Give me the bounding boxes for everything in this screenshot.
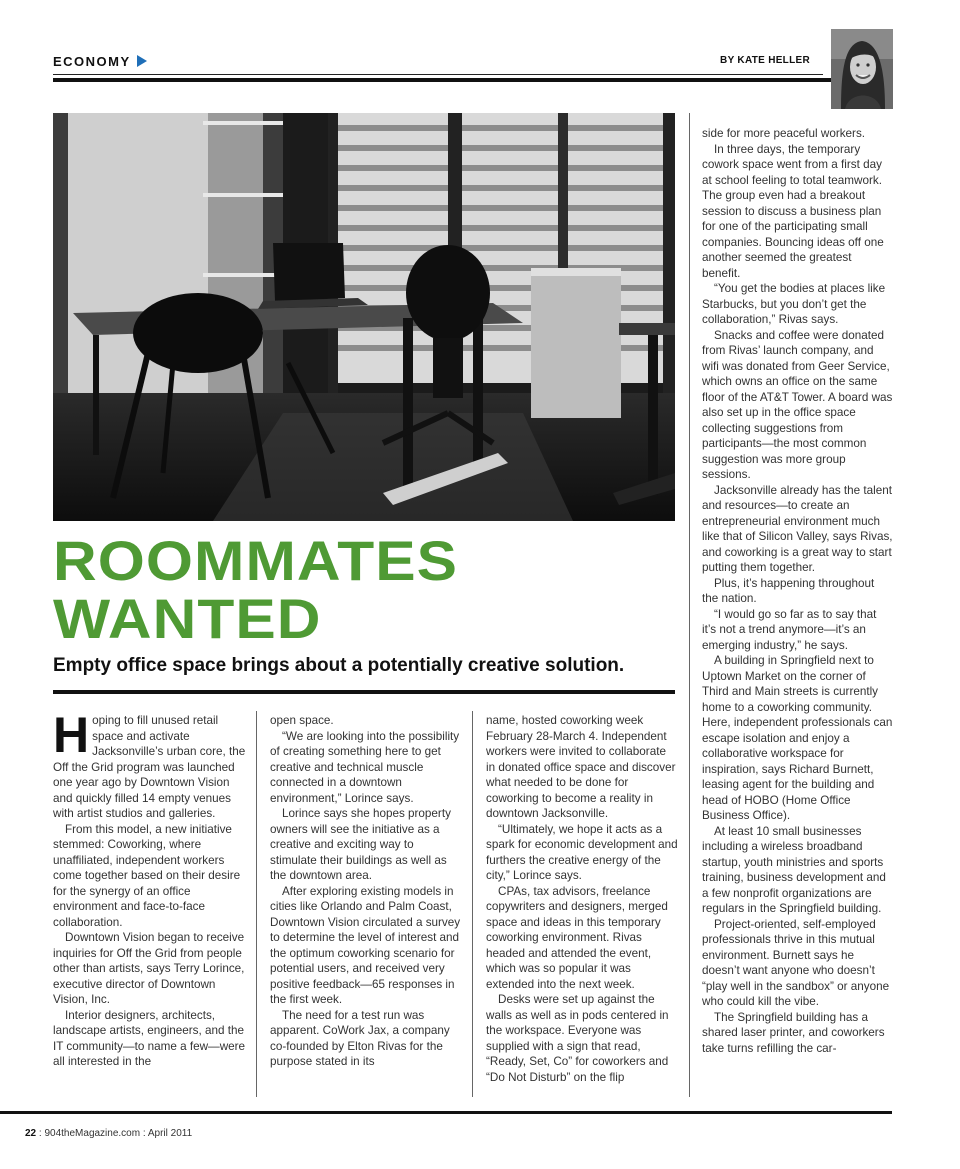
column-divider: [689, 113, 690, 1097]
paragraph: “I would go so far as to say that it’s not a trend anymore—it’s an emerging industry,” he says.: [702, 607, 877, 652]
publication-info: : 904theMagazine.com : April 2011: [36, 1128, 193, 1139]
paragraph: Plus, it’s happening throughout the nation.: [702, 576, 875, 605]
author-photo: [831, 29, 893, 109]
paragraph: Lorince says she hopes property owners will see the initiative as a creative and exciting way to stimulate their buildings as well as the downtown area.: [270, 807, 451, 882]
headline-line-2: WANTED: [53, 587, 322, 650]
paragraph: “You get the bodies at places like Starbucks, but you don’t get the collaboration,” Rivas says.: [702, 282, 886, 326]
paragraph: After exploring existing models in cities like Orlando and Palm Coast, Downtown Vision circulated a survey to determine the level of interest and the optimum coworking scenario for potential users, and received very positive feedback—65 responses in the first week.: [270, 884, 461, 1006]
paragraph: Interior designers, architects, landscape artists, engineers, and the IT community—to name a few—were all interested in the: [53, 1008, 246, 1068]
column-divider: [472, 711, 473, 1097]
article-column-4: [702, 126, 893, 1056]
article-column-2: [270, 713, 462, 1070]
page-footer: [25, 1128, 192, 1139]
paragraph: Snacks and coffee were donated from Rivas’ launch company, and wifi was donated from Geer Service, which owns an office on the same floor of the AT&T Tower. A board was also set up in the office space collecting suggestions from participants—the most common suggestion was more group sessions.: [702, 328, 893, 481]
paragraph: The need for a test run was apparent. CoWork Jax, a company co-founded by Elton Rivas for the purpose stated in its: [270, 1008, 450, 1068]
paragraph: In three days, the temporary cowork space went from a first day at school feeling to total teamwork. The group even had a breakout session to discuss a business plan for one of the participating small companies. Bouncing ideas off one another seemed the greatest benefit.: [702, 142, 884, 280]
paragraph: From this model, a new initiative stemmed: Coworking, where unaffiliated, independent workers come together based on their desire for the synergy of an office environment and face-to-face collaboration.: [53, 822, 241, 929]
article-column-3: [486, 713, 678, 1085]
header-rule: [53, 74, 823, 75]
paragraph-with-dropcap: [53, 707, 246, 822]
paragraph: side for more peaceful workers.: [702, 127, 866, 140]
section-label: [53, 54, 147, 69]
page-number: 22: [25, 1128, 37, 1139]
header-rule-thick: [53, 78, 892, 82]
drop-cap: H: [53, 707, 90, 763]
paragraph: Desks were set up against the walls as well as in pods centered in the workspace. Everyone was supplied with a sign that read, “Ready, Set, Co” for coworkers and “Do Not Disturb” on the flip: [486, 993, 669, 1084]
article-column-1: [53, 707, 246, 1070]
hero-photo: [53, 113, 675, 521]
headline-line-1: ROOMMATES: [53, 529, 459, 592]
subhead: Empty office space brings about a potentially creative solution.: [53, 655, 625, 676]
right-triangle-icon: [137, 55, 147, 67]
headline: [53, 529, 459, 650]
paragraph: Downtown Vision began to receive inquiries for Off the Grid from people other than artists, says Terry Lorince, executive director of Downtown Vision, Inc.: [53, 931, 245, 1006]
paragraph-text: oping to fill unused retail space and activate Jacksonville’s urban core, the Off the Grid program was launched one year ago by Downtown Vision and quickly filled 14 empty venues with artist studios and galleries.: [53, 714, 246, 820]
paragraph: At least 10 small businesses including a wireless broadband startup, youth ministries and sports training, business development and a few nonprofit organizations are regulars in the Springfield building.: [702, 824, 886, 915]
byline: BY KATE HELLER: [720, 55, 810, 66]
paragraph: The Springfield building has a shared laser printer, and coworkers take turns refilling the car-: [702, 1010, 885, 1055]
paragraph: name, hosted coworking week February 28-March 4. Independent workers were invited to collaborate in donated office space and discover what needed to be done for coworking to become a reality in downtown Jacksonville.: [486, 714, 676, 820]
paragraph: “We are looking into the possibility of creating something here to get creative and technical muscle connected in a downtown environment,” Lorince says.: [270, 729, 460, 805]
paragraph: “Ultimately, we hope it acts as a spark for economic development and furthers the creative energy of the city,” Lorince says.: [486, 822, 678, 882]
paragraph: A building in Springfield next to Uptown Market on the corner of Third and Main streets is currently home to a coworking community. Here, independent professionals can escape isolation and enjoy a collaborative workspace for inspiration, says Richard Burnett, leasing agent for the building and head of HOBO (Home Office Business Office).: [702, 654, 893, 822]
paragraph: Project-oriented, self-employed professionals thrive in this mutual environment. Burnett says he doesn’t want anyone who doesn’t “play well in the sandbox” or anyone who could kill the vibe.: [702, 917, 890, 1008]
paragraph: Jacksonville already has the talent and resources—to create an entrepreneurial environment much like that of Silicon Valley, says Rivas, and coworking is a great way to start putting them together.: [702, 483, 893, 574]
paragraph: CPAs, tax advisors, freelance copywriters and designers, merged space and ideas in this temporary coworking environment. Rivas headed and attended the event, which was so popular it was extended into the next week.: [486, 884, 668, 991]
column-divider: [256, 711, 257, 1097]
paragraph: open space.: [270, 714, 334, 727]
section-name: ECONOMY: [53, 54, 131, 69]
footer-rule: [0, 1111, 892, 1114]
deck-rule: [53, 690, 675, 694]
